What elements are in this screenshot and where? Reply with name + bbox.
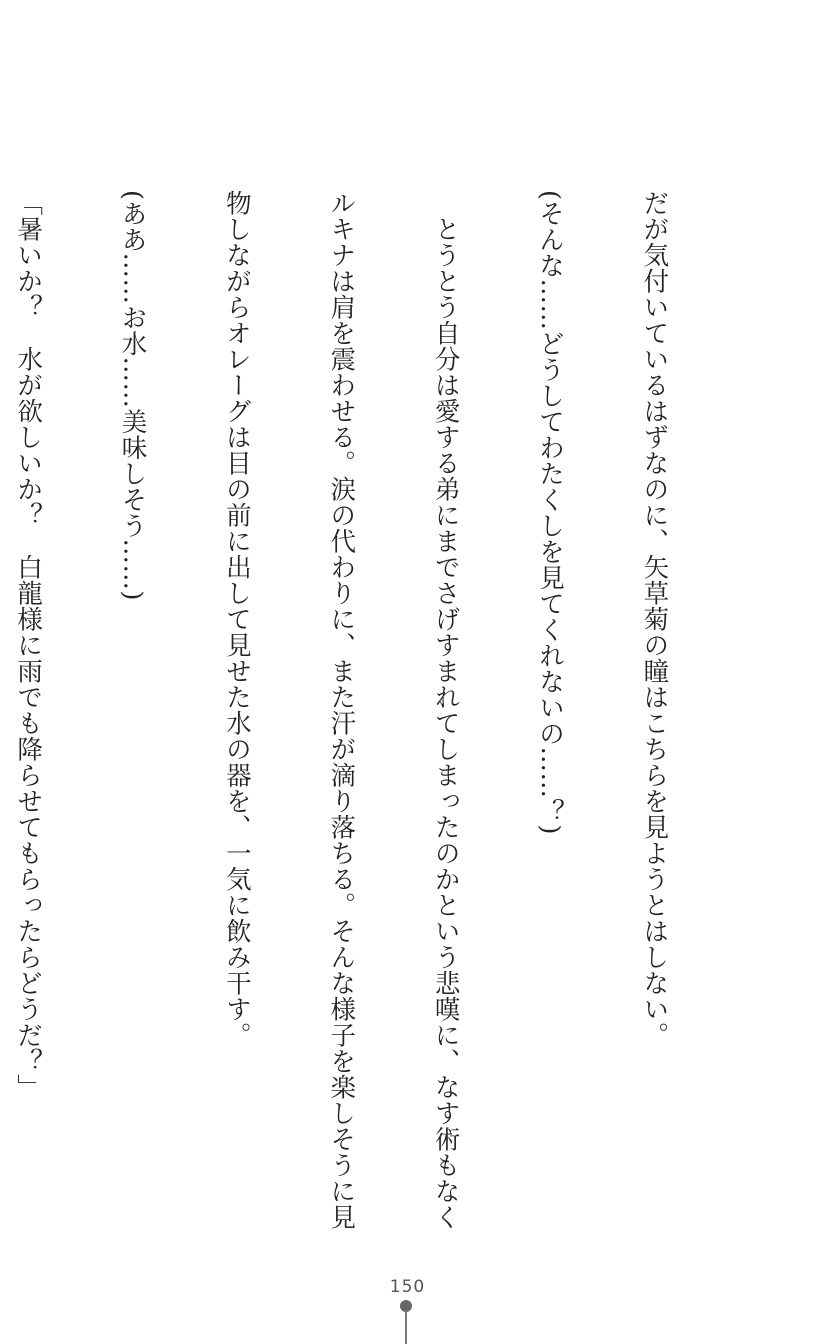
body-text xyxy=(0,190,741,1230)
text-line: ルキナは肩を震わせる。涙の代わりに、また汗が滴り落ちる。そんな様子を楽しそうに見 xyxy=(326,190,357,1230)
page-marker-line xyxy=(405,1310,407,1344)
text-line: とうとう自分は愛する弟にまでさげすまれてしまったのかという悲嘆に、なす術もなく xyxy=(430,190,461,1230)
text-line: (そんな……どうしてわたくしを見てくれないの……？) xyxy=(535,190,566,835)
page-number: 150 xyxy=(389,1277,426,1297)
text-line: だが気付いているはずなのに、矢草菊の瞳はこちらを見ようとはしない。 xyxy=(639,190,670,1048)
text-line: (ああ……お水……美味しそう……) xyxy=(117,190,148,601)
text-line: 物しながらオレーグは目の前に出して見せた水の器を、一気に飲み干す。 xyxy=(221,190,252,1048)
text-line: 「暑いか？ 水が欲しいか？ 白龍様に雨でも降らせてもらったらどうだ？」 xyxy=(13,190,44,1100)
